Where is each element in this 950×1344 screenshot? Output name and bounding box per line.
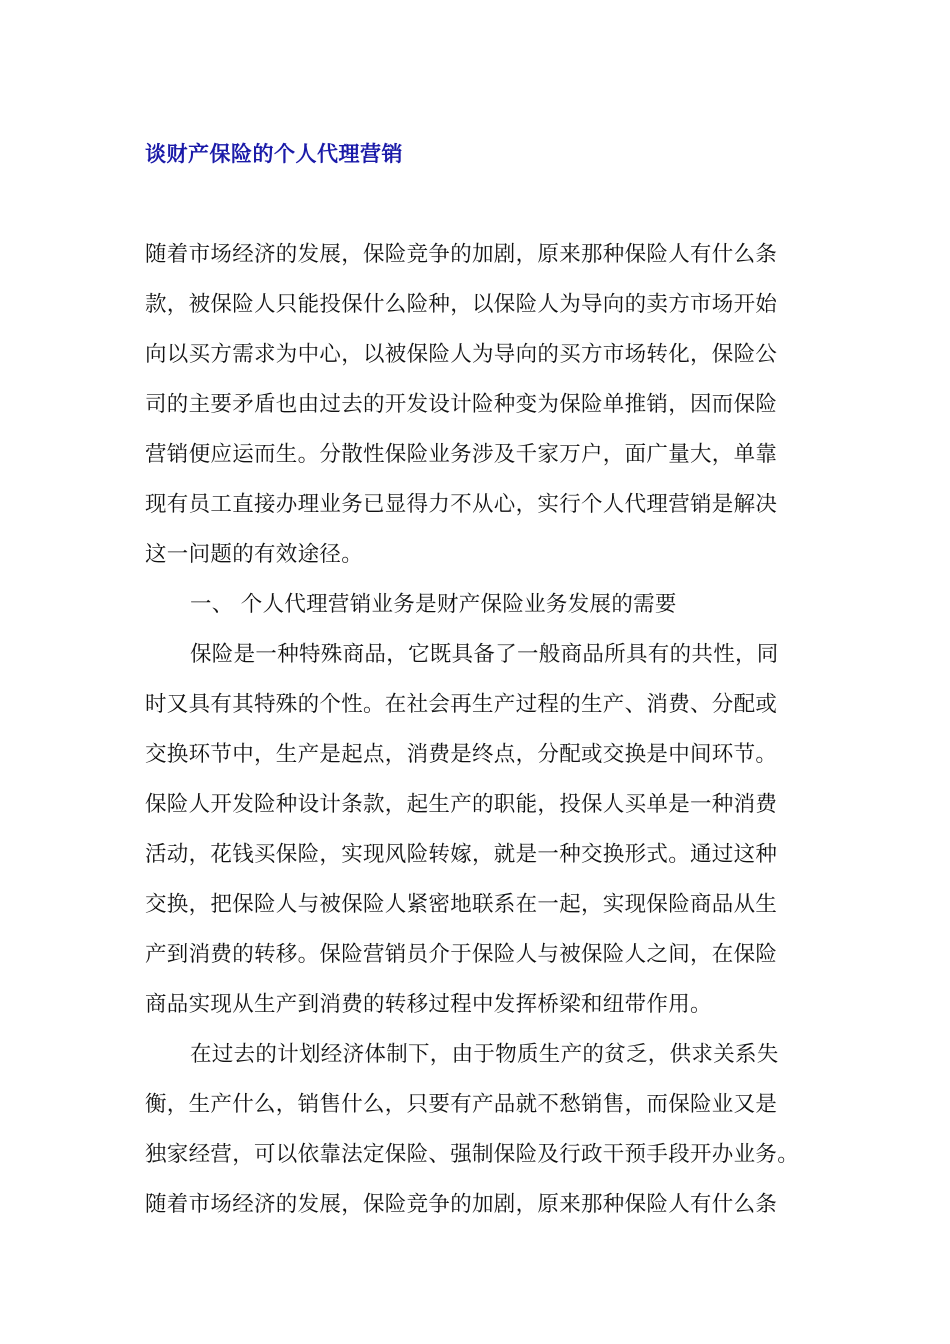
paragraph-line: 时又具有其特殊的个性。在社会再生产过程的生产、消费、分配或 [145, 692, 778, 717]
paragraph-line: 衡，生产什么，销售什么，只要有产品就不愁销售，而保险业又是 [145, 1092, 778, 1117]
paragraph-line: 司的主要矛盾也由过去的开发设计险种变为保险单推销，因而保险 [145, 392, 778, 417]
paragraph-line: 保险人开发险种设计条款，起生产的职能，投保人买单是一种消费 [145, 792, 778, 817]
paragraph-line: 在过去的计划经济体制下，由于物质生产的贫乏，供求关系失 [190, 1042, 779, 1067]
paragraph-line: 交换环节中，生产是起点，消费是终点，分配或交换是中间环节。 [145, 742, 778, 767]
paragraph-line: 交换，把保险人与被保险人紧密地联系在一起，实现保险商品从生 [145, 892, 778, 917]
paragraph-line: 款，被保险人只能投保什么险种，以保险人为导向的卖方市场开始 [145, 292, 778, 317]
paragraph-line: 独家经营，可以依靠法定保险、强制保险及行政干预手段开办业务。 [145, 1142, 800, 1167]
paragraph-line: 保险是一种特殊商品，它既具备了一般商品所具有的共性，同 [190, 642, 779, 667]
paragraph-line: 商品实现从生产到消费的转移过程中发挥桥梁和纽带作用。 [145, 992, 712, 1017]
paragraph-line: 产到消费的转移。保险营销员介于保险人与被保险人之间，在保险 [145, 942, 778, 967]
paragraph-line: 现有员工直接办理业务已显得力不从心，实行个人代理营销是解决 [145, 492, 778, 517]
paragraph-line: 营销便应运而生。分散性保险业务涉及千家万户，面广量大，单靠 [145, 442, 778, 467]
paragraph-line: 随着市场经济的发展，保险竞争的加剧，原来那种保险人有什么条 [145, 1192, 778, 1217]
paragraph-line: 向以买方需求为中心，以被保险人为导向的买方市场转化，保险公 [145, 342, 778, 367]
paragraph-line: 随着市场经济的发展，保险竞争的加剧，原来那种保险人有什么条 [145, 242, 778, 267]
section-heading: 一、 个人代理营销业务是财产保险业务发展的需要 [190, 592, 677, 617]
document-title: 谈财产保险的个人代理营销 [145, 142, 403, 166]
paragraph-line: 这一问题的有效途径。 [145, 542, 364, 567]
paragraph-line: 活动，花钱买保险，实现风险转嫁，就是一种交换形式。通过这种 [145, 842, 778, 867]
